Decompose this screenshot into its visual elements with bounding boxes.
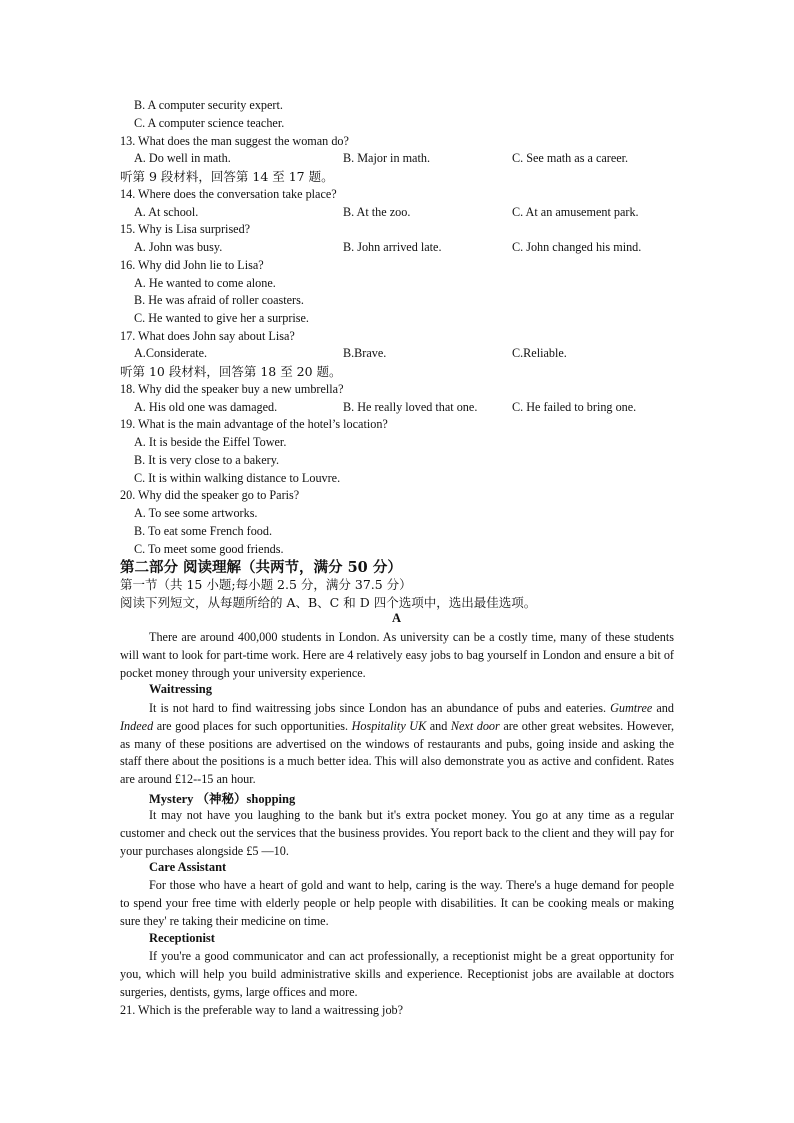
instruction-material-9: 听第 9 段材料，回答第 14 至 17 题。 xyxy=(120,169,334,184)
q18-option-c: C. He failed to bring one. xyxy=(512,400,637,414)
heading-receptionist: Receptionist xyxy=(149,931,215,945)
heading-care-assistant: Care Assistant xyxy=(149,860,227,874)
paragraph-receptionist: If you're a good communicator and can act professionally, a receptionist might be a great opportunity for you, which will help you build administrative skills and experience. Receptionist jobs are available at doctors surgeries, dentists, gyms, large offices and more. xyxy=(120,949,674,999)
q15-option-b: B. John arrived late. xyxy=(343,240,442,254)
q13-option-c: C. See math as a career. xyxy=(512,151,629,165)
site-indeed: Indeed xyxy=(120,718,154,733)
paragraph-mystery-shopping: It may not have you laughing to the bank but it's extra pocket money. You go at any time as a regular customer and check out the services that the business provides. You report back to the client and they will pay for your purchases alongside £5 —10. xyxy=(120,808,674,858)
q20-option-c: C. To meet some good friends. xyxy=(134,542,284,556)
instruction-material-10: 听第 10 段材料，回答第 18 至 20 题。 xyxy=(120,364,342,379)
q16-option-a: A. He wanted to come alone. xyxy=(134,276,276,290)
paragraph-waitressing xyxy=(120,700,674,789)
q12-option-c: C. A computer science teacher. xyxy=(134,116,285,130)
passage-label: A xyxy=(392,611,402,625)
passage-intro: There are around 400,000 students in London. As university can be a costly time, many of these students will want to look for part-time work. Here are 4 relatively easy jobs to bag yourself in London and ensure a bit of pocket money through your university experience. xyxy=(120,630,674,680)
p1-and-1: and xyxy=(652,701,674,715)
p1-text-b: are good places for such opportunities. xyxy=(153,718,352,733)
p1-and-2: and xyxy=(426,718,451,733)
heading-waitressing: Waitressing xyxy=(149,682,212,696)
q19-option-b: B. It is very close to a bakery. xyxy=(134,453,280,467)
q20-question: 20. Why did the speaker go to Paris? xyxy=(120,488,300,502)
q19-option-a: A. It is beside the Eiffel Tower. xyxy=(134,435,287,449)
q14-option-b: B. At the zoo. xyxy=(343,205,411,219)
q15-question: 15. Why is Lisa surprised? xyxy=(120,222,251,236)
q14-option-a: A. At school. xyxy=(134,205,199,219)
q15-option-c: C. John changed his mind. xyxy=(512,240,642,254)
part-two-title: 第二部分 阅读理解（共两节，满分 50 分） xyxy=(120,559,402,576)
q17-option-c: C.Reliable. xyxy=(512,346,567,360)
q13-option-a: A. Do well in math. xyxy=(134,151,231,165)
q18-question: 18. Why did the speaker buy a new umbrella? xyxy=(120,382,344,396)
q20-option-a: A. To see some artworks. xyxy=(134,506,258,520)
q18-option-b: B. He really loved that one. xyxy=(343,400,478,414)
q12-option-b: B. A computer security expert. xyxy=(134,98,283,112)
q16-option-c: C. He wanted to give her a surprise. xyxy=(134,311,309,325)
q18-option-a: A. His old one was damaged. xyxy=(134,400,278,414)
q17-option-a: A.Considerate. xyxy=(134,346,208,360)
q19-question: 19. What is the main advantage of the hotel’s location? xyxy=(120,417,388,431)
q16-option-b: B. He was afraid of roller coasters. xyxy=(134,293,304,307)
q21-question: 21. Which is the preferable way to land a waitressing job? xyxy=(120,1003,404,1017)
site-gumtree: Gumtree xyxy=(610,701,653,715)
q14-question: 14. Where does the conversation take place? xyxy=(120,187,337,201)
p1-text-a: It is not hard to find waitressing jobs since London has an abundance of pubs and eateries. xyxy=(149,701,611,715)
site-next-door: Next door xyxy=(450,718,500,733)
paragraph-care-assistant: For those who have a heart of gold and want to help, caring is the way. There's a huge demand for people to spend your free time with elderly people or help people with disabilities. It can be cooking meals or making sure they' re taking their medicine on time. xyxy=(120,878,674,928)
reading-instruction: 阅读下列短文，从每题所给的 A、B、C 和 D 四个选项中，选出最佳选项。 xyxy=(120,595,537,610)
q19-option-c: C. It is within walking distance to Louvre. xyxy=(134,471,341,485)
q17-option-b: B.Brave. xyxy=(343,346,387,360)
q16-question: 16. Why did John lie to Lisa? xyxy=(120,258,264,272)
q13-question: 13. What does the man suggest the woman do? xyxy=(120,134,349,148)
q14-option-c: C. At an amusement park. xyxy=(512,205,639,219)
p1-text-c: are other great websites. However, as many of these positions are advertised on the windows of restaurants and pubs, going inside and asking the staff there about the positions is a much better idea. This will also demonstrate you as active and confident. Rates are around £12--15 an hour. xyxy=(120,718,674,787)
section-one-heading: 第一节（共 15 小题;每小题 2.5 分，满分 37.5 分） xyxy=(120,577,412,592)
site-hospitality-uk: Hospitality UK xyxy=(351,718,427,733)
q15-option-a: A. John was busy. xyxy=(134,240,223,254)
q17-question: 17. What does John say about Lisa? xyxy=(120,329,295,343)
heading-mystery-shopping: Mystery （神秘）shopping xyxy=(149,792,296,806)
q20-option-b: B. To eat some French food. xyxy=(134,524,273,538)
q13-option-b: B. Major in math. xyxy=(343,151,430,165)
